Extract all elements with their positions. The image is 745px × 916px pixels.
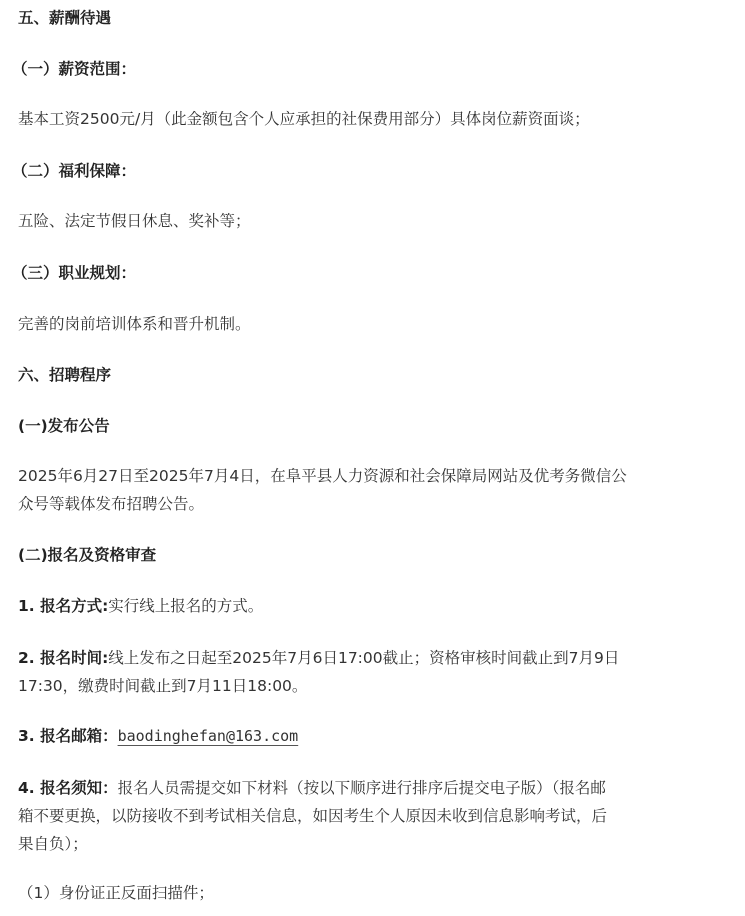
list-item-1: （1）身份证正反面扫描件； [18, 884, 214, 902]
notice-text-line3: 果自负）； [18, 835, 88, 853]
career-text: 完善的岗前培训体系和晋升机制。 [18, 315, 251, 333]
section-6-heading: 六、招聘程序 [18, 366, 112, 384]
time-text-line1: 线上发布之日起至2025年7月6日17:00截止；资格审核时间截止到7月9日 [108, 649, 620, 667]
time-label: 2. 报名时间: [18, 649, 109, 667]
signup-time-line1 [18, 644, 718, 672]
career-heading: （三）职业规划： [12, 264, 137, 282]
notice-line1 [18, 774, 718, 802]
email-label: 3. 报名邮箱： [18, 727, 118, 745]
notice-text-line1: 报名人员需提交如下材料（按以下顺序进行排序后提交电子版）（报名邮 [117, 779, 606, 797]
time-text-line2: 17:30，缴费时间截止到7月11日18:00。 [18, 677, 308, 695]
signup-heading: (二)报名及资格审查 [18, 546, 157, 564]
announce-text-line2: 众号等载体发布招聘公告。 [18, 495, 205, 513]
notice-label: 4. 报名须知： [18, 779, 118, 797]
welfare-heading: （二）福利保障： [12, 162, 137, 180]
signup-method [18, 592, 718, 620]
method-label: 1. 报名方式: [18, 597, 109, 615]
email-link[interactable]: baodinghefan@163.com [117, 727, 299, 745]
section-5-heading: 五、薪酬待遇 [18, 9, 112, 27]
salary-text: 基本工资2500元/月（此金额包含个人应承担的社保费用部分）具体岗位薪资面谈； [18, 110, 590, 128]
salary-heading: （一）薪资范围： [12, 60, 137, 78]
signup-email [18, 722, 718, 750]
method-text: 实行线上报名的方式。 [108, 597, 264, 615]
welfare-text: 五险、法定节假日休息、奖补等； [18, 212, 251, 230]
notice-text-line2: 箱不要更换，以防接收不到考试相关信息，如因考生个人原因未收到信息影响考试，后 [18, 807, 608, 825]
announce-heading: (一)发布公告 [18, 417, 110, 435]
announce-text-line1: 2025年6月27日至2025年7月4日，在阜平县人力资源和社会保障局网站及优考务微信公 [18, 467, 627, 485]
